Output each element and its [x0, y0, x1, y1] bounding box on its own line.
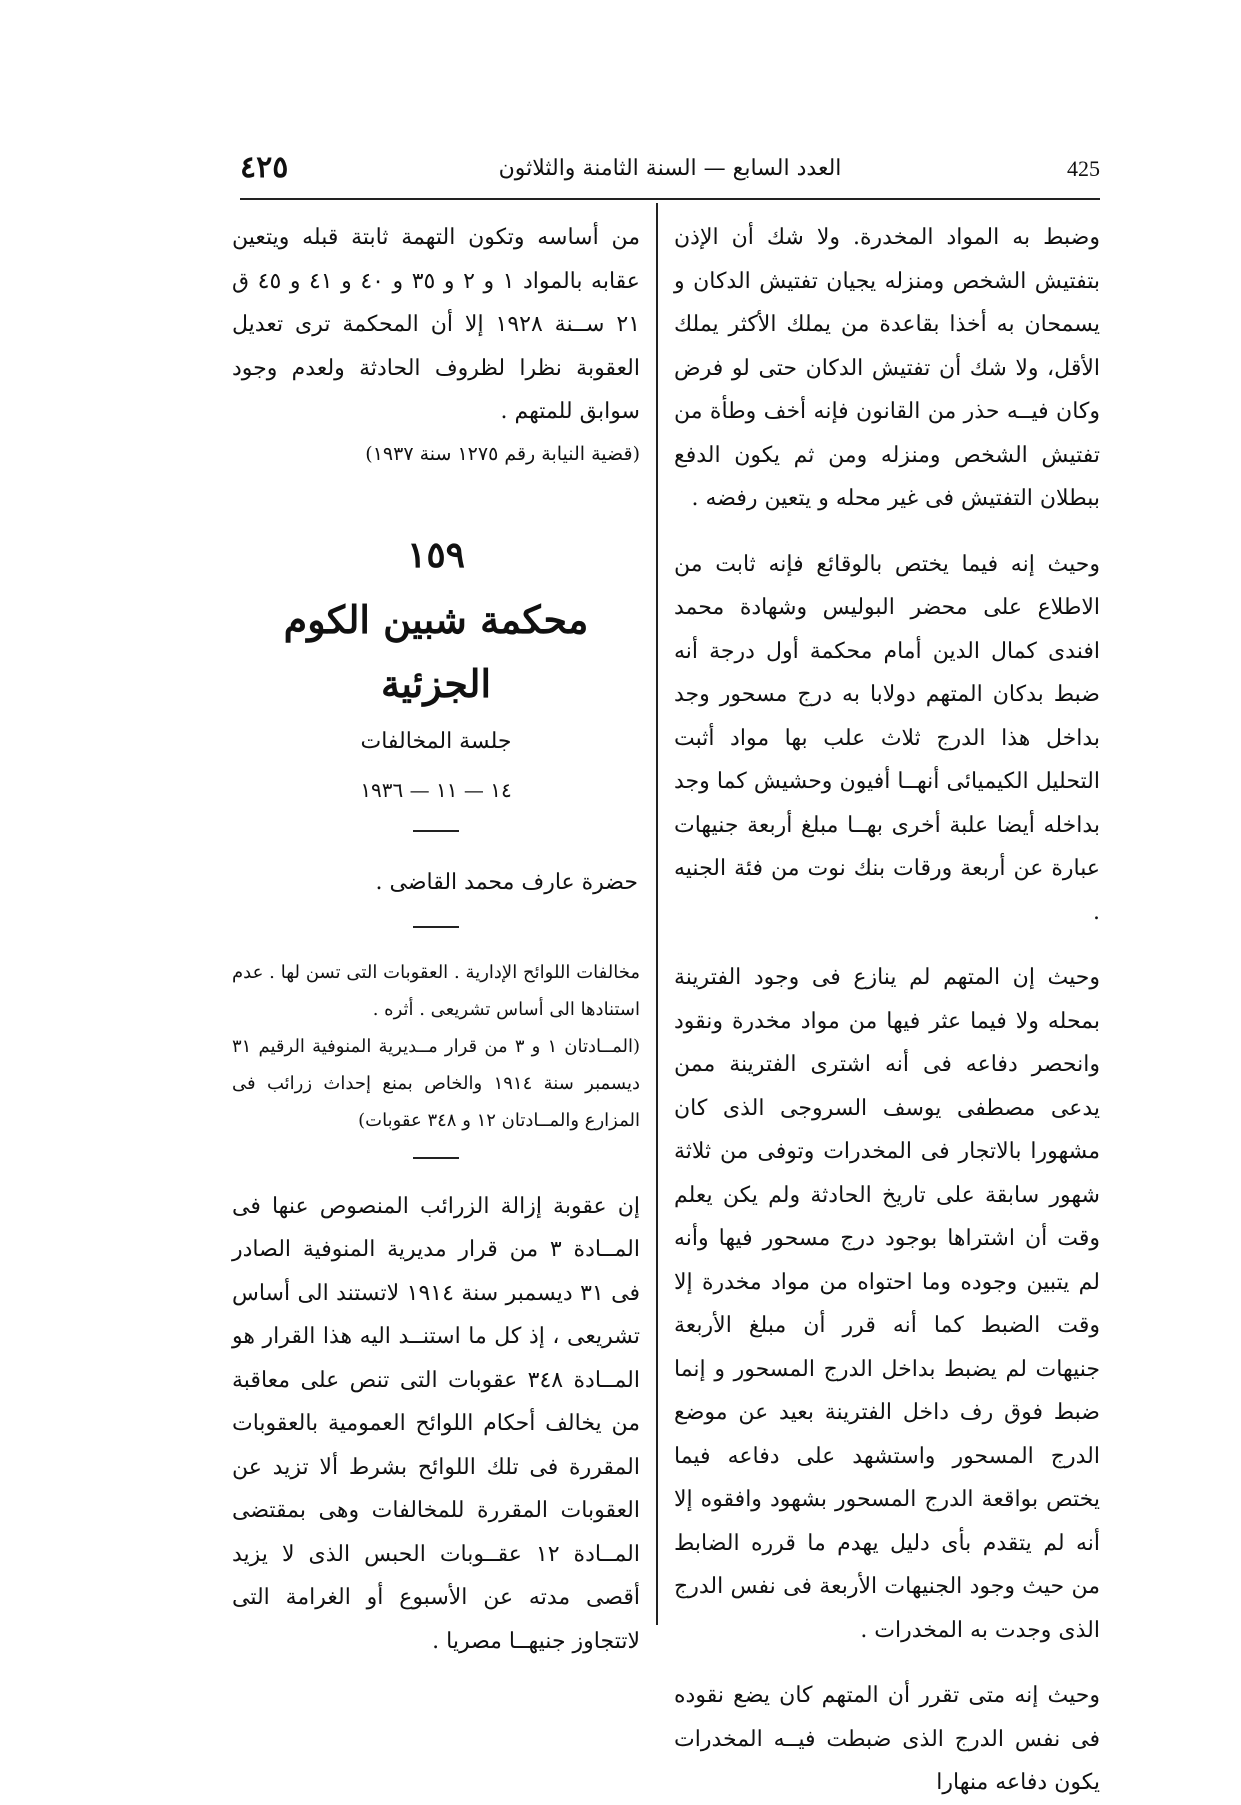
page-number-arabic: ٤٢٥	[240, 150, 289, 185]
paragraph: وحيث إنه فيما يختص بالوقائع فإنه ثابت من الاطلاع على محضر البوليس وشهادة محمد افندى كمال الدين أمام محكمة أول درجة أنه ضبط بدكان المتهم دولابا به درج مسحور وجد بداخل هذا الدرج ثلاث علب بها مواد أثبت التحليل الكيميائى أنهــا أفيون وحشيش كما وجد بداخله أيضا علبة أخرى بهــا مبلغ أربعة جنيهات عبارة عن أربعة ورقات بنك نوت من فئة الجنيه .	[674, 551, 1100, 925]
journal-issue-title: العدد السابع — السنة الثامنة والثلاثون	[498, 156, 842, 181]
ruling-paragraph: إن عقوبة إزالة الزرائب المنصوص عنها فى المــادة ٣ من قرار مديرية المنوفية الصادر فى ٣١ ديسمبر سنة ١٩١٤ لاتستند الى أساس تشريعى ، إذ كل ما استنــد اليه هذا القرار هو المــادة ٣٤٨ عقوبات التى تنص على معاقبة من يخالف أحكام اللوائح العمومية بالعقوبات المقررة فى تلك اللوائح بشرط ألا تزيد عن العقوبات المقررة للمخالفات وهى بمقتضى المــادة ١٢ عقــوبات الحبس الذى لا يزيد أقصى مدته عن الأسبوع أو الغرامة التى لاتتجاوز جنيهــا مصريا .	[232, 1193, 640, 1654]
paragraph: وحيث إن المتهم لم ينازع فى وجود الفترينة بمحله ولا فيما عثر فيها من مواد مخدرة ونقود وانحصر دفاعه فى أنه اشترى الفترينة ممن يدعى مصطفى يوسف السروجى الذى كان مشهورا بالاتجار فى المخدرات وتوفى من ثلاثة شهور سابقة على تاريخ الحادثة ولم يكن يعلم وقت أن اشتراها بوجود درج مسحور فيها وأنه لم يتبين وجوده وما احتواه من مواد مخدرة إلا وقت الضبط كما أنه قرر أن مبلغ الأربعة جنيهات لم يضبط بداخل الدرج المسحور و إنما ضبط فوق رف داخل الفترينة بعيد عن موضع الدرج المسحور واستشهد على دفاعه فيما يختص بواقعة الدرج المسحور بشهود وافقوه إلا أنه لم يتقدم بأى دليل يهدم ما قرره الضابط من حيث وجود الجنيهات الأربعة فى نفس الدرج الذى وجدت به المخدرات .	[674, 965, 1100, 1643]
section-divider	[413, 830, 459, 832]
paragraph: وضبط به المواد المخدرة. ولا شك أن الإذن بتفتيش الشخص ومنزله يجيان تفتيش الدكان و يسمحان به أخذا بقاعدة من يملك الأكثر يملك الأقل، ولا شك أن تفتيش الدكان حتى لو فرض وكان فيــه حذر من القانون فإنه أخف وطأة من تفتيش الشخص ومنزله ومن ثم يكون الدفع ببطلان التفتيش فى غير محله و يتعين رفضه .	[674, 225, 1100, 511]
section-divider	[413, 1157, 459, 1159]
applicable-articles: (المــادتان ١ و ٣ من قرار مــديرية المنوفية الرقيم ٣١ ديسمبر سنة ١٩١٤ والخاص بمنع إحداث زرائب فى المزارع والمــادتان ١٢ و ٣٤٨ عقوبات)	[232, 1035, 641, 1131]
header-rule	[240, 198, 1100, 200]
paragraph: وحيث إنه متى تقرر أن المتهم كان يضع نقوده فى نفس الدرج الذى ضبطت فيــه المخدرات يكون دفاعه منهارا	[674, 1683, 1100, 1795]
case-number: ١٥٩	[406, 533, 465, 576]
court-name: محكمة شبين الكوم الجزئية	[283, 596, 589, 706]
left-column	[232, 216, 640, 1663]
case-reference: (قضية النيابة رقم ١٢٧٥ سنة ١٩٣٧)	[365, 442, 640, 465]
page-header	[240, 146, 1100, 190]
judge-presence: حضرة عارف محمد القاضى .	[375, 869, 638, 895]
case-summary: مخالفات اللوائح الإدارية . العقوبات التى تسن لها . عدم استنادها الى أساس تشريعى . أثره .	[232, 961, 640, 1020]
session-title: جلسة المخالفات	[360, 728, 512, 754]
column-divider	[656, 203, 658, 1625]
session-date: ١٤ — ١١ — ١٩٣٦	[360, 777, 512, 802]
page-number-latin: 425	[1067, 156, 1100, 181]
section-divider	[413, 926, 459, 928]
right-column	[674, 216, 1100, 1805]
paragraph: من أساسه وتكون التهمة ثابتة قبله ويتعين عقابه بالمواد ١ و ٢ و ٣٥ و ٤٠ و ٤١ و ٤٥ ق ٢١ ســنة ١٩٢٨ إلا أن المحكمة ترى تعديل العقوبة نظرا لظروف الحادثة ولعدم وجود سوابق للمتهم .	[232, 225, 641, 424]
